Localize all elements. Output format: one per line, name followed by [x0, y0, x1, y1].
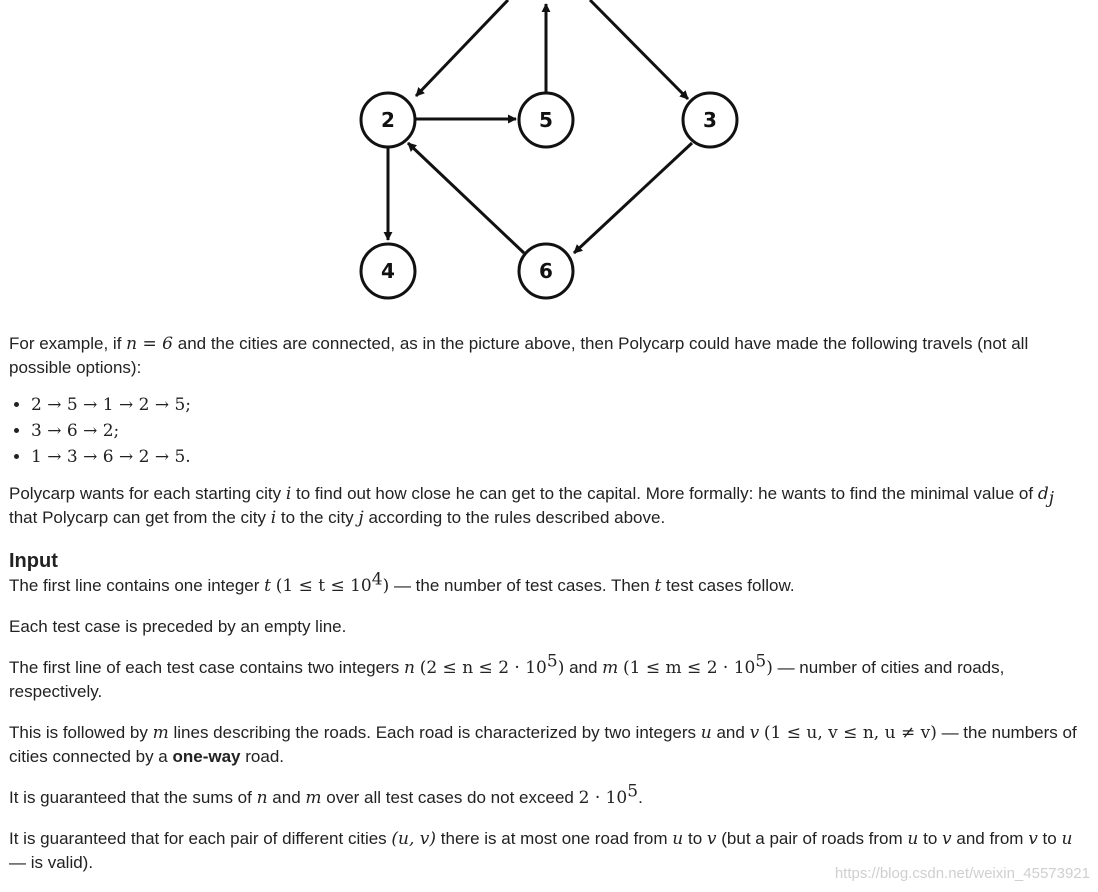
node-3 — [683, 93, 737, 147]
input-line-3: The first line of each test case contains two integers n $(2 \le n \le 2 \cdot 10^5)$ and m $(1 \le m \le 2 \cdot 10^5)$ — number of cities and roads, respectively. — [9, 651, 1005, 701]
input-line-2: Each test case is preceded by an empty line. — [9, 617, 347, 636]
example-paragraph: For example, if n = 6 and the cities are connected, as in the picture above, then Polycarp could have made the following travels (not all possible options): — [9, 334, 1029, 377]
travels-list — [9, 392, 1084, 470]
node-2-label: 2 — [381, 108, 395, 132]
goal-paragraph: Polycarp wants for each starting city i to find out how close he can get to the capital. More formally: he wants to find the minimal value of $d_j$ that Polycarp can get from the city i to the city j according to the rules described above. — [9, 484, 1054, 528]
node-3-label: 3 — [703, 108, 717, 132]
input-line-1: The first line contains one integer t $(1 \le t \le 10^4)$ — the number of test cases. Then t test cases follow. — [9, 569, 795, 596]
node-2 — [361, 93, 415, 147]
edge-1-2 — [416, 0, 508, 96]
edge-1-3 — [590, 0, 688, 99]
node-4 — [361, 244, 415, 298]
node-4-label: 4 — [381, 259, 395, 283]
input-line-4: This is followed by m lines describing the roads. Each road is characterized by two integers u and v (1 ≤ u, v ≤ n, u ≠ v) — the numbers of cities connected by a one-way road. — [9, 723, 1077, 766]
math-n-eq-6: n = 6 — [126, 334, 173, 354]
input-section-title: Input — [9, 550, 58, 572]
input-line-5: It is guaranteed that the sums of n and m over all test cases do not exceed $2 \cdot 10^5$. — [9, 781, 643, 808]
graph-diagram — [0, 0, 1098, 310]
node-5-label: 5 — [539, 108, 553, 132]
node-5 — [519, 93, 573, 147]
list-item: • 1 → 3 → 6 → 2 → 5. — [31, 444, 1084, 470]
problem-statement — [9, 332, 1084, 875]
bold-one-way: one-way — [172, 747, 241, 766]
edge-6-2 — [408, 143, 524, 253]
node-6-label: 6 — [539, 259, 553, 283]
list-item: • 3 → 6 → 2; — [31, 418, 1084, 444]
watermark: https://blog.csdn.net/weixin_45573921 — [834, 865, 1090, 882]
node-6 — [519, 244, 573, 298]
input-line-6: It is guaranteed that for each pair of different cities (u, v) there is at most one road from u to v (but a pair of roads from u to v and from v to u — is valid). — [9, 829, 1073, 872]
edge-3-6 — [574, 143, 692, 253]
list-item: • 2 → 5 → 1 → 2 → 5; — [31, 392, 1084, 418]
